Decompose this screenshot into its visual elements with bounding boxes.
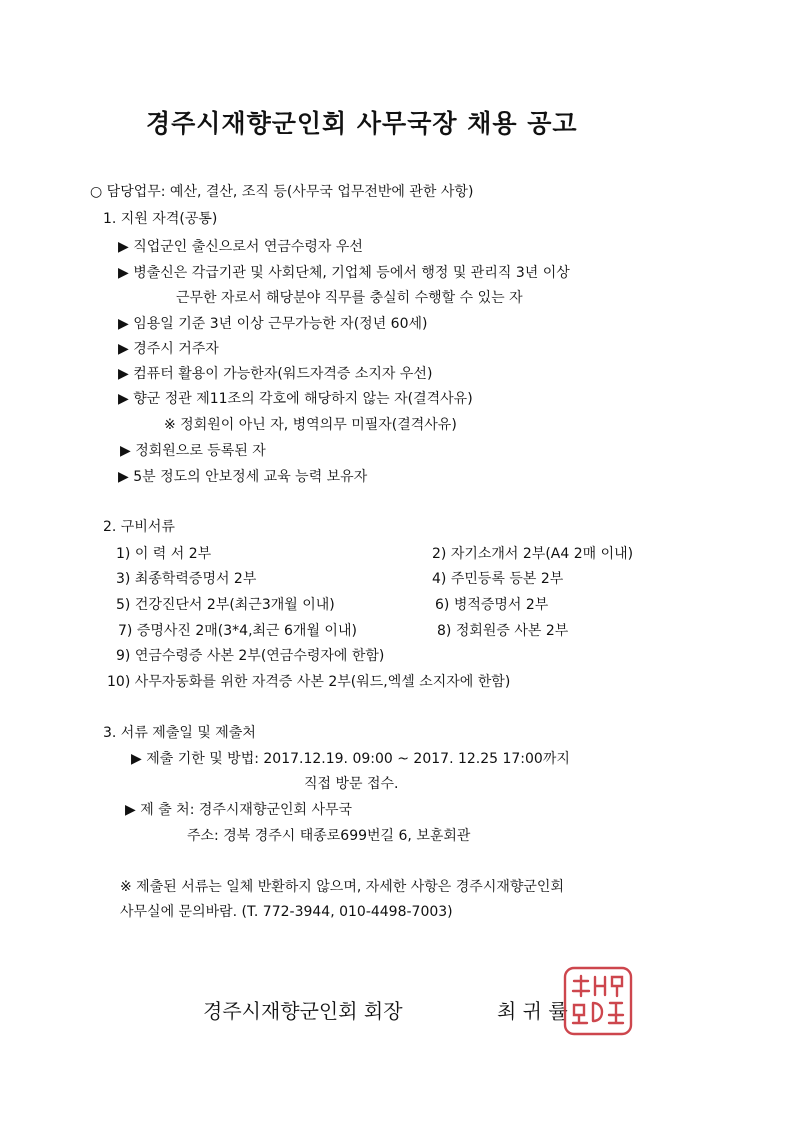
official-seal-icon [562, 965, 634, 1037]
page-title: 경주시재향군인회 사무국장 채용 공고 [146, 109, 578, 138]
section2-heading: 2. 구비서류 [103, 519, 175, 535]
submission-method: 직접 방문 접수. [304, 776, 399, 792]
duty-line: ○ 담당업무: 예산, 결산, 조직 등(사무국 업무전반에 관한 사항) [90, 184, 474, 200]
section3-heading: 3. 서류 제출일 및 제출처 [103, 725, 256, 741]
document-item: 6) 병적증명서 2부 [435, 597, 549, 613]
qualification-item-continued: 근무한 자로서 해당분야 직무를 충실히 수행할 수 있는 자 [176, 290, 523, 306]
document-item: 2) 자기소개서 2부(A4 2매 이내) [432, 546, 634, 562]
submission-place: ▶ 제 출 처: 경주시재향군인회 사무국 [125, 802, 353, 818]
submission-deadline: ▶ 제출 기한 및 방법: 2017.12.19. 09:00 ~ 2017. 12.25 17:00까지 [131, 751, 570, 767]
qualification-item: ▶ 정회원으로 등록된 자 [120, 443, 266, 459]
document-item: 1) 이 력 서 2부 [116, 546, 212, 562]
qualification-item: ▶ 직업군인 출신으로서 연금수령자 우선 [118, 239, 363, 255]
document-item: 10) 사무자동화를 위한 자격증 사본 2부(워드,엑셀 소지자에 한함) [107, 674, 511, 690]
qualification-item: ▶ 병출신은 각급기관 및 사회단체, 기업체 등에서 행정 및 관리직 3년 이상 [118, 265, 570, 281]
qualification-item: ▶ 5분 정도의 안보정세 교육 능력 보유자 [118, 469, 368, 485]
document-item: 8) 정회원증 사본 2부 [437, 623, 569, 639]
qualification-item: ▶ 컴퓨터 활용이 가능한자(워드자격증 소지자 우선) [118, 366, 433, 382]
document-item: 7) 증명사진 2매(3*4,최근 6개월 이내) [118, 623, 357, 639]
document-item: 3) 최종학력증명서 2부 [116, 571, 257, 587]
qualification-item: ▶ 향군 정관 제11조의 각호에 해당하지 않는 자(결격사유) [118, 391, 473, 407]
submission-address: 주소: 경북 경주시 태종로699번길 6, 보훈회관 [187, 828, 471, 844]
section1-heading: 1. 지원 자격(공통) [103, 211, 218, 227]
signature-name: 최 귀 률 [497, 999, 568, 1023]
document-item: 5) 건강진단서 2부(최근3개월 이내) [116, 597, 335, 613]
document-item: 9) 연금수령증 사본 2부(연금수령자에 한함) [116, 648, 385, 664]
note-line: 사무실에 문의바람. (T. 772-3944, 010-4498-7003) [120, 904, 453, 920]
qualification-item: ▶ 경주시 거주자 [118, 341, 219, 357]
note-line: ※ 제출된 서류는 일체 반환하지 않으며, 자세한 사항은 경주시재향군인회 [120, 879, 564, 895]
document-item: 4) 주민등록 등본 2부 [432, 571, 564, 587]
signature-organization: 경주시재향군인회 회장 [203, 999, 403, 1023]
qualification-item: ▶ 임용일 기준 3년 이상 근무가능한 자(정년 60세) [118, 316, 428, 332]
qualification-note: ※ 정회원이 아닌 자, 병역의무 미필자(결격사유) [164, 417, 457, 433]
